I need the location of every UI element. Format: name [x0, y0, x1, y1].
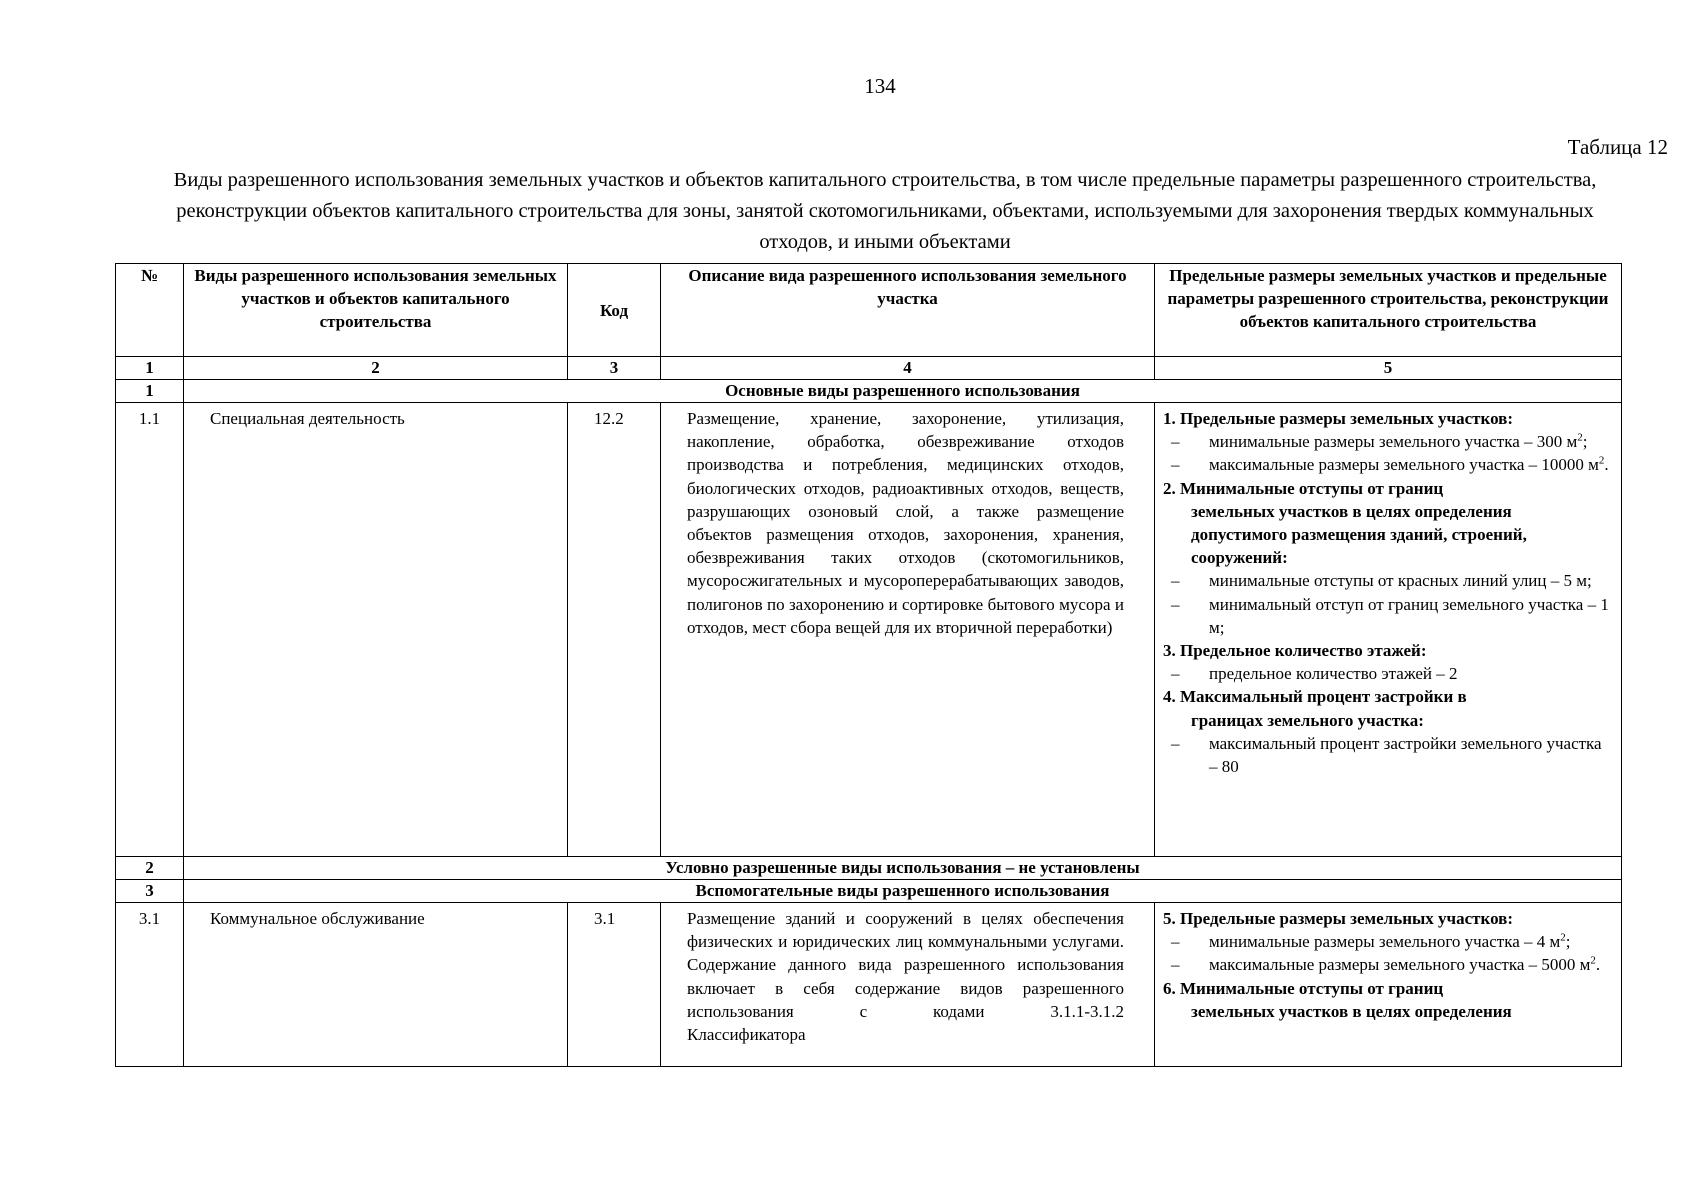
table-row: [116, 903, 1622, 1067]
section-row: [116, 857, 1622, 880]
land-use-table: [115, 263, 1622, 1067]
limit-heading: 4. Максимальный процент застройки в границах земельного участка:: [1163, 687, 1467, 730]
table-label: Таблица 12: [1567, 135, 1668, 159]
limit-item: – предельное количество этажей – 2: [1171, 664, 1458, 684]
limit-item: – минимальные размеры земельного участка – 300 $м^2$;: [1171, 431, 1588, 452]
column-number: 4: [661, 357, 1155, 380]
table-header-row: [116, 264, 1622, 357]
limit-item: – минимальный отступ от границ земельного участка – 1 м;: [1171, 594, 1609, 637]
row-name: Коммунальное обслуживание: [184, 903, 568, 1067]
section-num: 2: [116, 857, 184, 880]
section-title: Условно разрешенные виды использования – не установлены: [184, 857, 1622, 880]
header-limits: Предельные размеры земельных участков и предельные параметры разрешенного строительства, реконструкции объектов капитального строительства: [1155, 264, 1622, 357]
limit-heading: 1. Предельные размеры земельных участков:: [1163, 409, 1514, 428]
section-row: [116, 880, 1622, 903]
limit-item: – минимальные размеры земельного участка – 4 $м^2$;: [1171, 931, 1571, 952]
section-title: Основные виды разрешенного использования: [184, 380, 1622, 403]
row-limits: [1155, 403, 1622, 857]
limit-item: – максимальный процент застройки земельного участка – 80: [1171, 733, 1602, 777]
limit-heading: 2. Минимальные отступы от границ земельных участков в целях определения допустимого размещения зданий, строений, сооружений:: [1163, 478, 1527, 568]
row-description: Размещение, хранение, захоронение, утилизация, накопление, обработка, обезвреживание отходов производства и потребления, медицинских отходов, биологических отходов, радиоактивных отходов, веществ, разрушающих озоновый слой, а также размещение объектов размещения отходов, захоронения, хранения, обезвреживания таких отходов (скотомогильников, мусоросжигательных и мусороперерабатывающих заводов, полигонов по захоронению и сортировке бытового мусора и отходов, мест сбора вещей для их вторичной переработки): [661, 403, 1155, 857]
section-title: Вспомогательные виды разрешенного использования: [184, 880, 1622, 903]
limit-item: – максимальные размеры земельного участка – 10000 $м^2$.: [1171, 454, 1609, 475]
header-num: №: [116, 264, 184, 357]
column-numbers-row: [116, 357, 1622, 380]
section-num: 3: [116, 880, 184, 903]
row-code: 3.1: [568, 903, 661, 1067]
row-num: 3.1: [116, 903, 184, 1067]
page-number: 134: [864, 74, 896, 98]
document-title: Виды разрешенного использования земельных участков и объектов капитального строительства, в том числе предельные параметры разрешенного строительства, реконструкции объектов капитального строительства для зоны, занятой скотомогильниками, объектами, используемыми для захоронения твердых коммунальных отходов, и иными объектами: [173, 169, 1597, 253]
limit-heading: 5. Предельные размеры земельных участков:: [1163, 909, 1514, 928]
table-row: [116, 403, 1622, 857]
limit-item: – минимальные отступы от красных линий улиц – 5 м;: [1171, 571, 1592, 591]
header-code: Код: [568, 264, 661, 357]
column-number: 2: [184, 357, 568, 380]
header-description: Описание вида разрешенного использования земельного участка: [661, 264, 1155, 357]
limit-item: – максимальные размеры земельного участка – 5000 $м^2$.: [1171, 954, 1601, 975]
column-number: 3: [568, 357, 661, 380]
header-types: Виды разрешенного использования земельных участков и объектов капитального строительства: [184, 264, 568, 357]
row-name: Специальная деятельность: [184, 403, 568, 857]
section-num: 1: [116, 380, 184, 403]
limit-heading: 6. Минимальные отступы от границ земельных участков в целях определения: [1163, 978, 1512, 1021]
section-row: [116, 380, 1622, 403]
row-description: Размещение зданий и сооружений в целях обеспечения физических и юридических лиц коммунальными услугами. Содержание данного вида разрешенного использования включает в себя содержание видов разрешенного использования с кодами 3.1.1-3.1.2 Классификатора: [661, 903, 1155, 1067]
row-num: 1.1: [116, 403, 184, 857]
row-limits: [1155, 903, 1622, 1067]
limit-heading: 3. Предельное количество этажей:: [1163, 641, 1427, 661]
row-code: 12.2: [568, 403, 661, 857]
column-number: 1: [116, 357, 184, 380]
column-number: 5: [1155, 357, 1622, 380]
